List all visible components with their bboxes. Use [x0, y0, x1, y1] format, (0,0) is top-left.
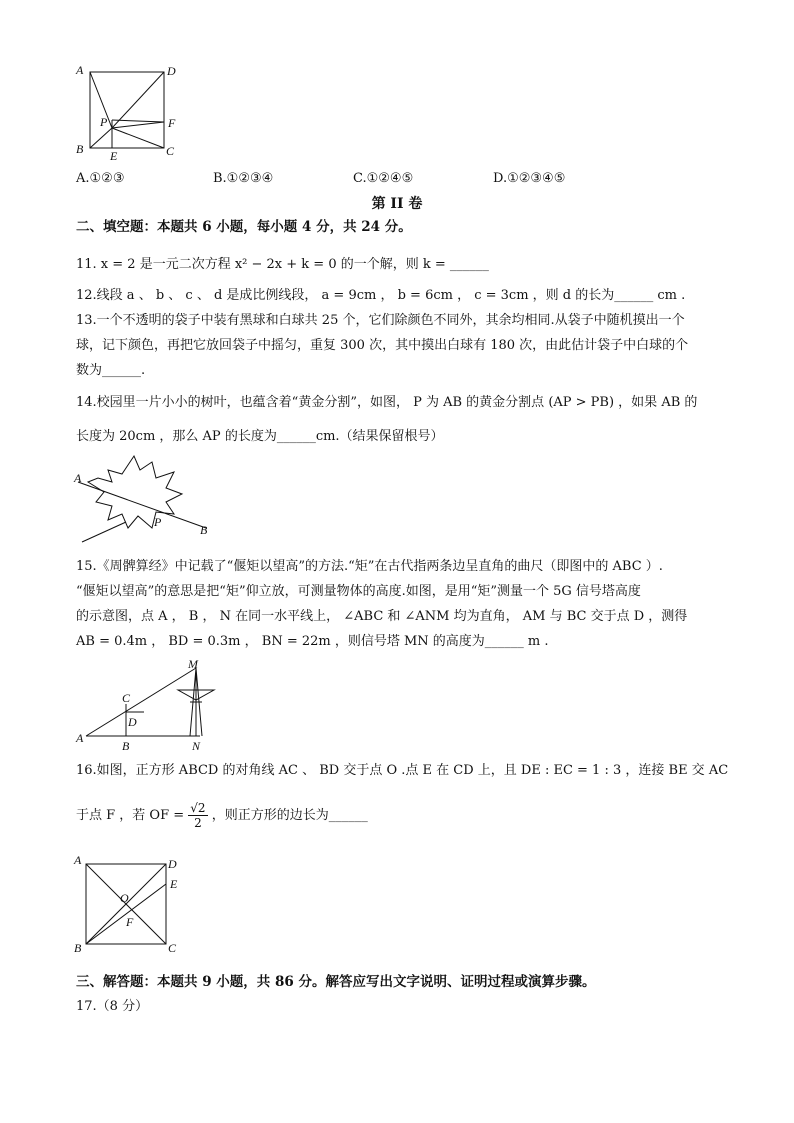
q10-label-a: A — [76, 63, 84, 77]
q13-line1: 13.一个不透明的袋子中装有黑球和白球共 25 个，它们除颜色不同外，其余均相同.从袋子中随机摸出一个 — [76, 313, 685, 328]
q12-text: 12.线段 a 、 b 、 c 、 d 是成比例线段， a = 9cm ， b = 6cm ， c = 3cm ，则 d 的长为______ cm . — [76, 288, 686, 303]
q15-label-c: C — [122, 691, 131, 705]
q16-label-c: C — [168, 941, 177, 955]
q16-line2 — [76, 798, 368, 834]
q16-label-f: F — [126, 915, 134, 929]
q16-label-b: B — [74, 941, 82, 955]
q16-label-o: O — [120, 891, 129, 905]
q16-square-figure — [72, 852, 192, 957]
q16-label-e: E — [170, 877, 178, 891]
q10-option-d: D.①②③④⑤ — [493, 171, 566, 186]
q16-frac-num: √2 — [190, 801, 206, 815]
q16-line1: 16.如图，正方形 ABCD 的对角线 AC 、 BD 交于点 O .点 E 在 CD 上，且 DE : EC = 1 : 3 ，连接 BE 交 AC — [76, 763, 729, 778]
q15-label-a: A — [76, 731, 84, 745]
q10-label-e: E — [110, 149, 118, 163]
q10-label-b: B — [76, 142, 84, 156]
q15-label-n: N — [192, 739, 201, 753]
q15-tower-figure — [72, 656, 232, 756]
q13-line3: 数为______. — [76, 363, 146, 378]
q10-option-c: C.①②④⑤ — [353, 171, 414, 186]
q14-label-a: A — [74, 471, 82, 485]
q15-label-b: B — [122, 739, 130, 753]
q15-label-d: D — [128, 715, 137, 729]
q16-frac-den: 2 — [194, 816, 202, 830]
q15-line1: 15.《周髀算经》中记载了“偃矩以望高”的方法.“矩”在古代指两条边呈直角的曲尺（即图中的 ABC ）. — [76, 559, 663, 574]
section3-heading: 三、解答题：本题共 9 小题，共 86 分。解答应写出文字说明、证明过程或演算步骤。 — [76, 974, 596, 990]
q14-label-p: P — [154, 515, 162, 529]
q10-label-c: C — [166, 144, 175, 158]
q14-leaf-figure — [70, 452, 220, 547]
q11-text: 11. x = 2 是一元二次方程 x² − 2x + k = 0 的一个解，则 k = ______ — [76, 257, 489, 272]
q10-label-d: D — [167, 64, 176, 78]
q10-label-p: P — [100, 115, 108, 129]
q15-line2: “偃矩以望高”的意思是把“矩”仰立放，可测量物体的高度.如图，是用“矩”测量一个 5G 信号塔高度 — [76, 584, 641, 599]
q16-line2-prefix: 于点 F ，若 OF = — [76, 808, 185, 823]
q10-label-f: F — [168, 116, 176, 130]
q14-label-b: B — [200, 523, 208, 537]
q16-label-a: A — [74, 853, 82, 867]
q10-figure — [72, 60, 192, 165]
q13-line2: 球，记下颜色，再把它放回袋子中摇匀，重复 300 次，其中摸出白球有 180 次，由此估计袋子中白球的个 — [76, 338, 689, 353]
q15-line3: 的示意图，点 A ， B ， N 在同一水平线上， ∠ABC 和 ∠ANM 均为直角， AM 与 BC 交于点 D ，测得 — [76, 609, 688, 624]
q16-label-d: D — [168, 857, 177, 871]
section2-title: 第 II 卷 — [371, 196, 423, 212]
q14-line1: 14.校园里一片小小的树叶，也蕴含着“黄金分割”，如图， P 为 AB 的黄金分割点 (AP > PB) ，如果 AB 的 — [76, 395, 698, 410]
q10-option-b: B.①②③④ — [213, 171, 274, 186]
q16-fraction — [188, 801, 207, 830]
section2-heading: 二、填空题：本题共 6 小题，每小题 4 分，共 24 分。 — [76, 219, 412, 235]
q17-text: 17.（8 分） — [76, 999, 149, 1014]
q10-option-a: A.①②③ — [76, 171, 125, 186]
q16-line2-suffix: ，则正方形的边长为______ — [211, 808, 368, 823]
q15-line4: AB = 0.4m ， BD = 0.3m ， BN = 22m ，则信号塔 MN 的高度为______ m . — [76, 634, 549, 649]
q15-label-m: M — [188, 657, 198, 671]
q14-line2: 长度为 20cm ，那么 AP 的长度为______cm.（结果保留根号） — [76, 429, 444, 444]
